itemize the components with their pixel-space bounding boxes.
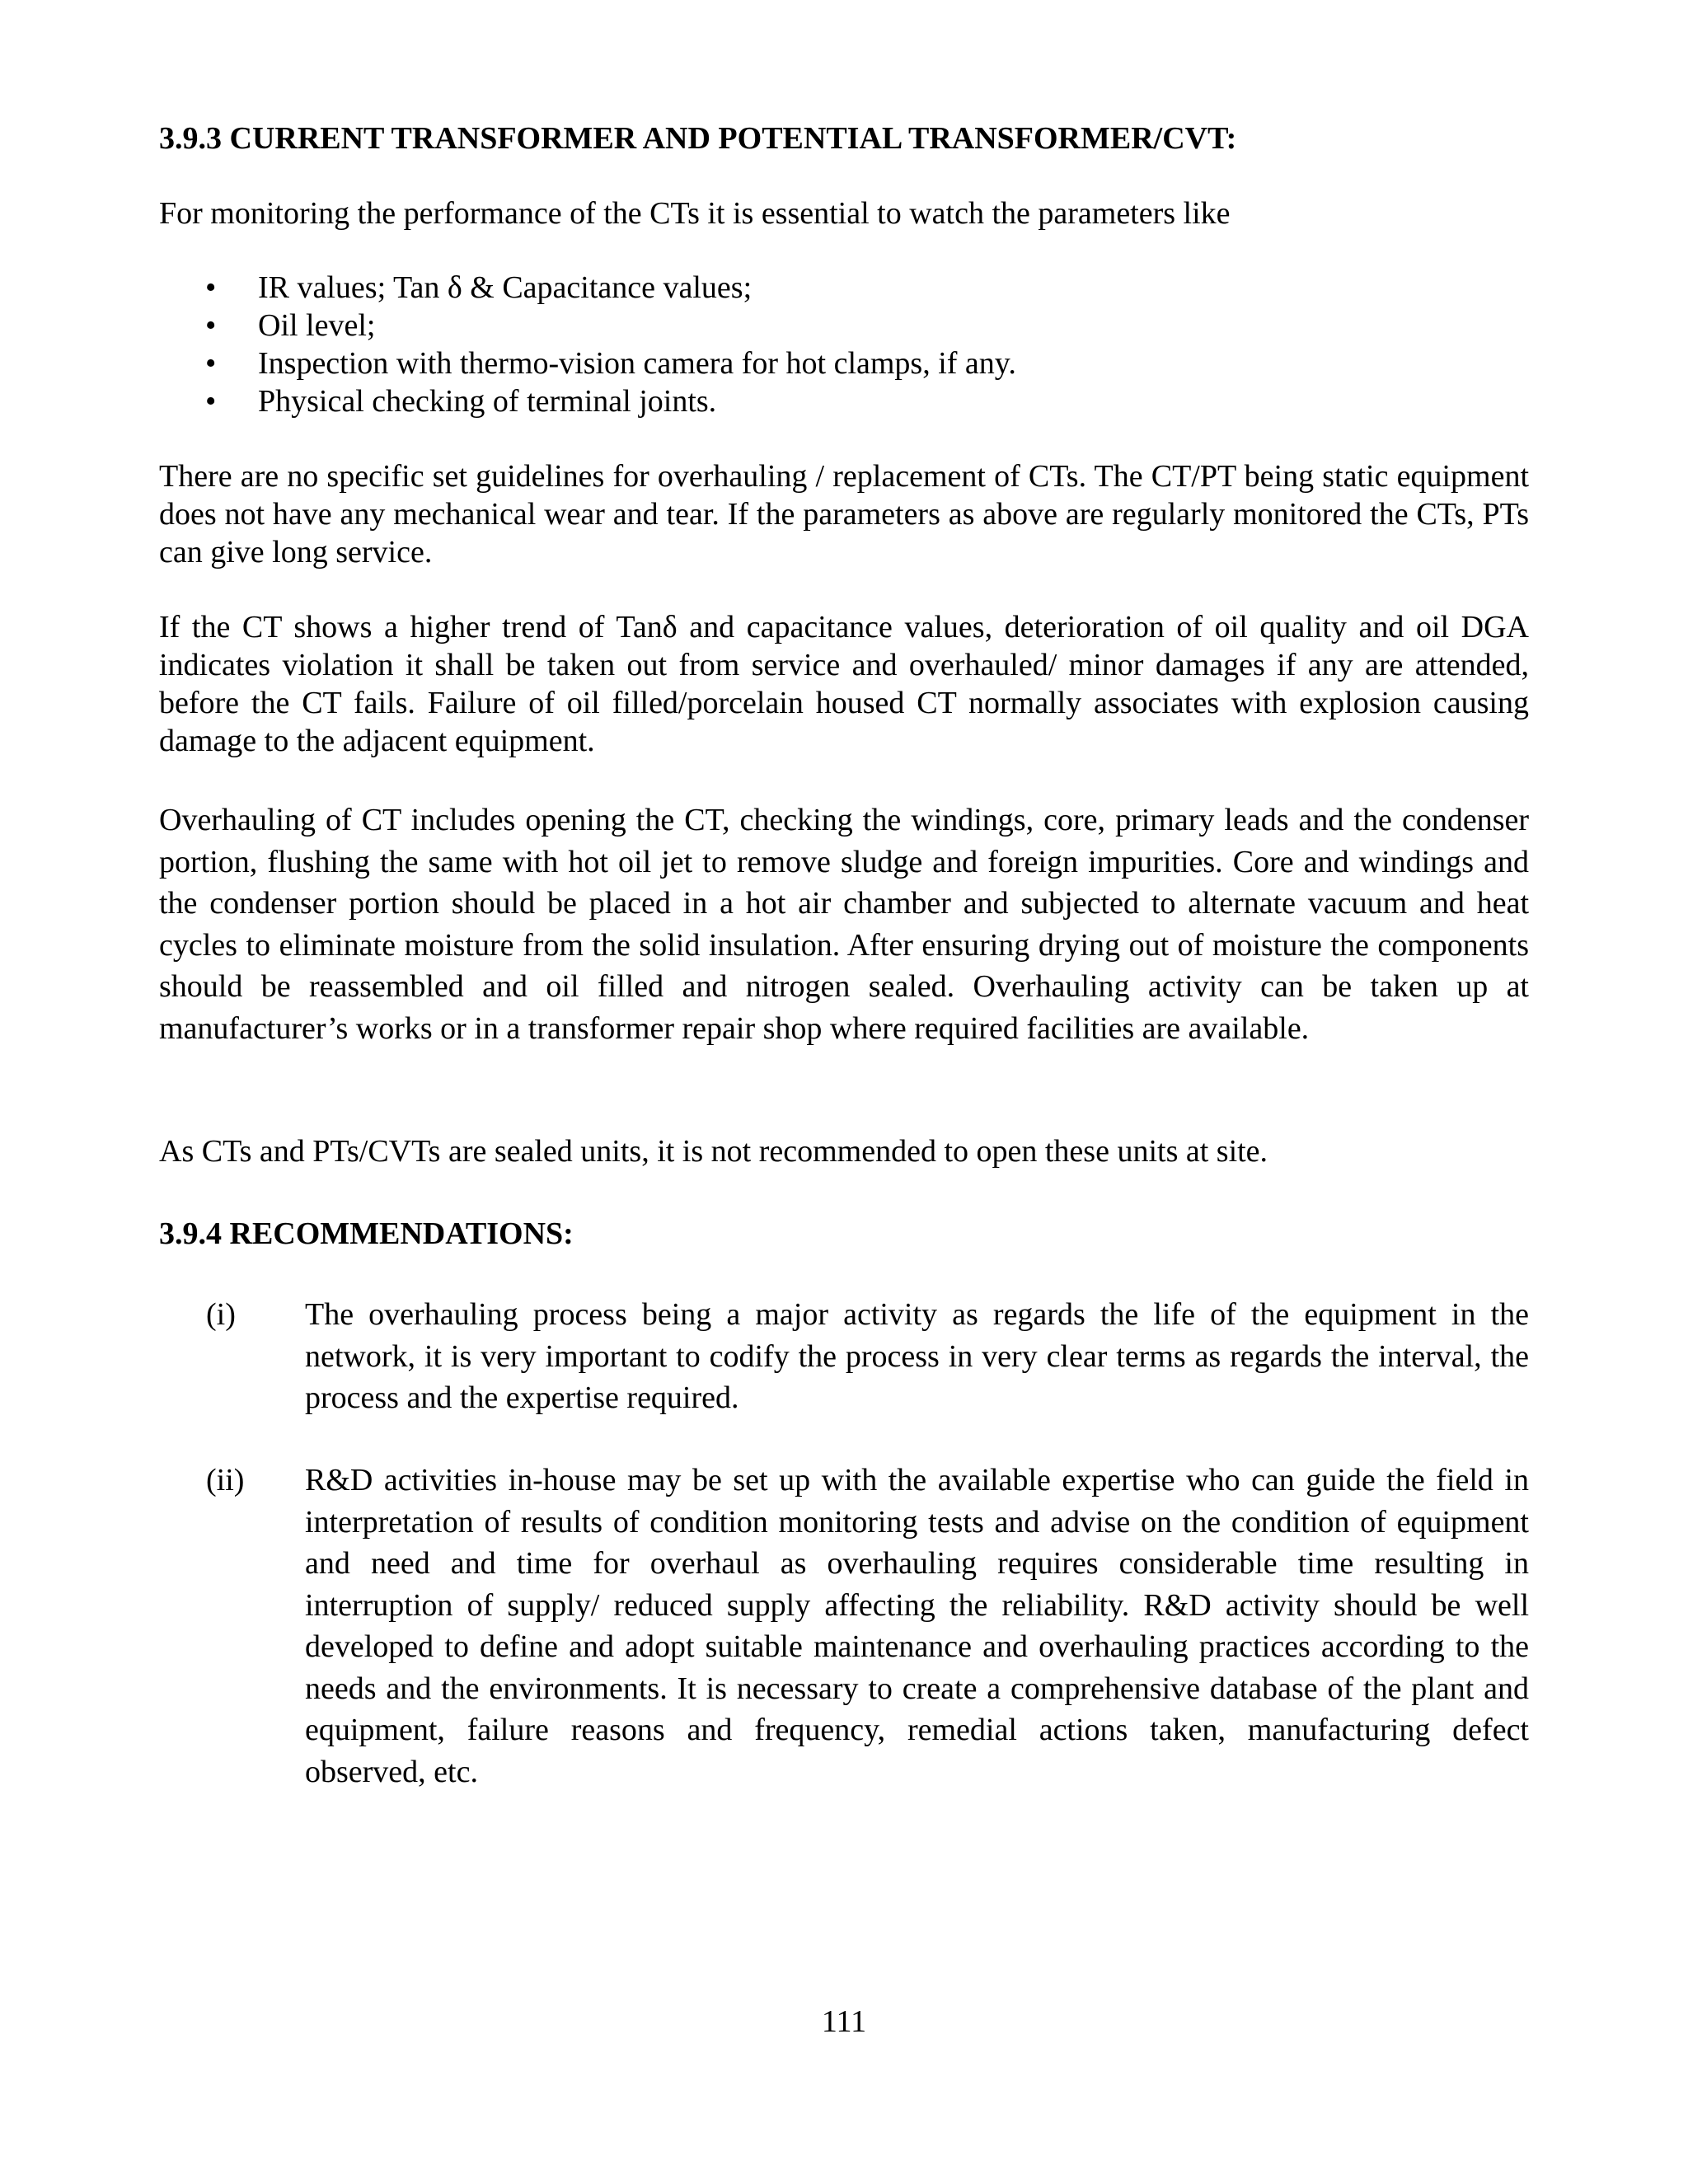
parameter-list — [159, 269, 1529, 420]
list-item — [159, 344, 1529, 382]
tan-delta-paragraph: If the CT shows a higher trend of Tanδ and capacitance values, deterioration of oil quality and oil DGA indicates violation it shall be taken out from service and overhauled/ minor damages if any are attended, before the CT fails. Failure of oil filled/porcelain housed CT normally associates with explosion causing damage to the adjacent equipment. — [159, 610, 1529, 758]
list-item-text: IR values; Tan δ & Capacitance values; — [258, 270, 753, 305]
list-item-text: Oil level; — [258, 308, 376, 343]
section-heading-3-9-4: 3.9.4 RECOMMENDATIONS: — [159, 1216, 574, 1251]
list-item — [159, 382, 1529, 420]
bullet-icon: • — [205, 308, 217, 343]
intro-paragraph: For monitoring the performance of the CTs it is essential to watch the parameters like — [159, 196, 1231, 231]
section-heading-3-9-3: 3.9.3 CURRENT TRANSFORMER AND POTENTIAL TRANSFORMER/CVT: — [159, 121, 1237, 156]
bullet-icon: • — [205, 346, 217, 381]
recommendation-text: The overhauling process being a major activity as regards the life of the equipment in the network, it is very important to codify the process in very clear terms as regards the interval, the process and the expertise required. — [305, 1297, 1529, 1415]
recommendation-number: (i) — [206, 1297, 236, 1332]
bullet-icon: • — [205, 384, 217, 419]
page-number: 111 — [821, 2004, 867, 2039]
bullet-icon: • — [205, 270, 217, 305]
sealed-units-paragraph: As CTs and PTs/CVTs are sealed units, it is not recommended to open these units at site. — [159, 1134, 1268, 1169]
recommendation-item — [159, 1460, 1529, 1793]
list-item — [159, 269, 1529, 307]
recommendation-item — [159, 1294, 1529, 1419]
list-item-text: Inspection with thermo-vision camera for hot clamps, if any. — [258, 346, 1016, 381]
list-item — [159, 307, 1529, 344]
overhauling-paragraph: Overhauling of CT includes opening the CT, checking the windings, core, primary leads and the condenser portion, flushing the same with hot oil jet to remove sludge and foreign impurities. Core and windings and the condenser portion should be placed in a hot air chamber and subjected to alternate vacuum and heat cycles to eliminate moisture from the solid insulation. After ensuring drying out of moisture the components should be reassembled and oil filled and nitrogen sealed. Overhauling activity can be taken up at manufacturer’s works or in a transformer repair shop where required facilities are available. — [159, 803, 1529, 1046]
list-item-text: Physical checking of terminal joints. — [258, 384, 717, 419]
guidelines-paragraph: There are no specific set guidelines for overhauling / replacement of CTs. The CT/PT being static equipment does not have any mechanical wear and tear. If the parameters as above are regularly monitored the CTs, PTs can give long service. — [159, 459, 1529, 569]
recommendation-number: (ii) — [206, 1463, 245, 1497]
recommendation-text: R&D activities in-house may be set up with the available expertise who can guide the field in interpretation of results of condition monitoring tests and advise on the condition of equipment and need and time for overhaul as overhauling requires considerable time resulting in interruption of supply/ reduced supply affecting the reliability. R&D activity should be well developed to define and adopt suitable maintenance and overhauling practices according to the needs and the environments. It is necessary to create a comprehensive database of the plant and equipment, failure reasons and frequency, remedial actions taken, manufacturing defect observed, etc. — [305, 1463, 1529, 1789]
